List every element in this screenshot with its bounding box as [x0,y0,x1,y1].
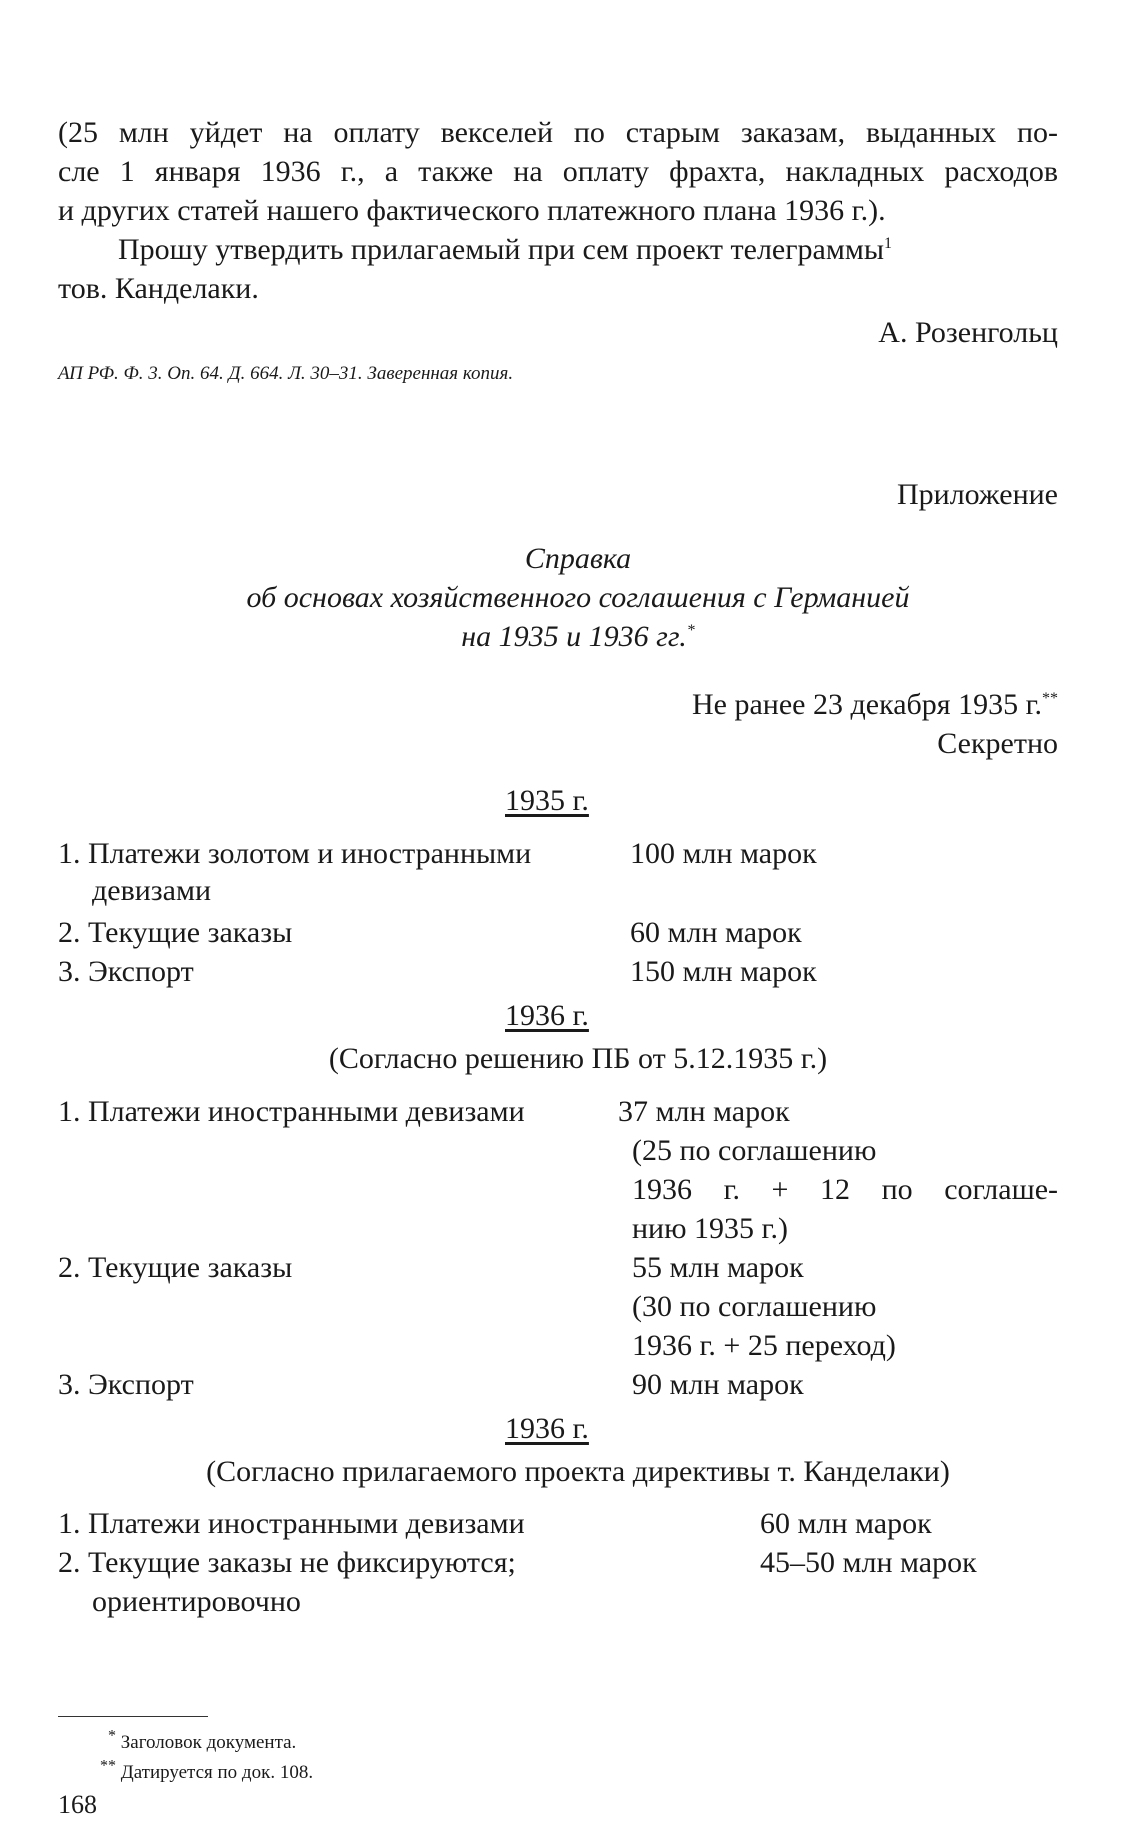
item-1936b-2-label-l2: ориентировочно [92,1585,301,1618]
secret-mark: Секретно [937,727,1058,760]
appendix-title-1: Справка [524,542,632,575]
item-1936a-1-v4: нию 1935 г.) [632,1212,788,1245]
footnote-ref-double-star: ** [1042,690,1058,707]
item-1936a-2-v1: 55 млн марок [632,1251,804,1284]
heading-1935: 1935 г. [505,784,589,817]
page-number: 168 [58,1790,97,1819]
item-1936b-1-label: 1. Платежи иностранными девизами [58,1507,525,1540]
subheading-1936-b: (Согласно прилагаемого проекта директивы т. Канделаки) [206,1455,950,1488]
item-1935-2-label: 2. Текущие заказы [58,916,293,949]
item-1936a-3-v1: 90 млн марок [632,1368,804,1401]
appendix-title-3-text: на 1935 и 1936 гг. [461,620,687,653]
signature: А. Розенгольц [878,316,1058,349]
footnote-2-text: Датируется по док. 108. [120,1762,314,1783]
item-1936a-1-v2: (25 по соглашению [632,1134,877,1167]
footnote-ref-1: 1 [884,235,892,252]
appendix-date-text: Не ранее 23 декабря 1935 г. [692,688,1042,721]
appendix-title-2: об основах хозяйственного соглашения с Германией [246,581,910,614]
item-1936a-2-v2: (30 по соглашению [632,1290,877,1323]
item-1935-1-value: 100 млн марок [630,837,817,870]
appendix-label: Приложение [896,478,1058,511]
intro-line-3: и других статей нашего фактического платежного плана 1936 г.). [58,194,886,227]
item-1936a-3-label: 3. Экспорт [58,1368,194,1401]
item-1936a-1-v3: 1936 г. + 12 по соглаше- [632,1173,1058,1206]
item-1935-3-value: 150 млн марок [630,955,817,988]
footnote-ref-star: * [686,622,695,639]
appendix-title-3 [58,618,1058,656]
item-1935-1-label-l1: 1. Платежи золотом и иностранными [58,837,532,870]
footnote-2-mark: ** [100,1757,116,1775]
intro-line-1: (25 млн уйдет на оплату векселей по старым заказам, выданных по- [58,116,1058,149]
item-1935-3-label: 3. Экспорт [58,955,194,988]
heading-1936-b: 1936 г. [505,1412,589,1445]
item-1936b-2-label-l1: 2. Текущие заказы не фиксируются; [58,1546,516,1579]
intro-line-4-text: Прошу утвердить прилагаемый при сем проект телеграммы [118,233,884,266]
item-1935-1-label-l2: девизами [92,874,212,907]
intro-line-5: тов. Канделаки. [58,272,259,305]
footnote-1-text: Заголовок документа. [120,1732,297,1753]
item-1936a-1-v1: 37 млн марок [618,1095,790,1128]
intro-line-2: сле 1 января 1936 г., а также на оплату фрахта, накладных расходов [58,155,1058,188]
appendix-date [558,686,1058,724]
heading-1936-a: 1936 г. [505,999,589,1032]
footnote-divider [58,1716,208,1717]
archive-source: АП РФ. Ф. 3. Оп. 64. Д. 664. Л. 30–31. Заверенная копия. [58,363,514,384]
item-1936a-2-label: 2. Текущие заказы [58,1251,293,1284]
footnote-1 [108,1729,296,1757]
item-1936b-1-value: 60 млн марок [760,1507,932,1540]
footnote-1-mark: * [108,1727,116,1745]
item-1936b-2-value: 45–50 млн марок [760,1546,977,1579]
intro-line-4 [118,231,892,269]
subheading-1936-a: (Согласно решению ПБ от 5.12.1935 г.) [328,1042,828,1075]
item-1936a-1-label: 1. Платежи иностранными девизами [58,1095,525,1128]
footnote-2 [100,1759,313,1787]
item-1935-2-value: 60 млн марок [630,916,802,949]
item-1936a-2-v3: 1936 г. + 25 переход) [632,1329,896,1362]
